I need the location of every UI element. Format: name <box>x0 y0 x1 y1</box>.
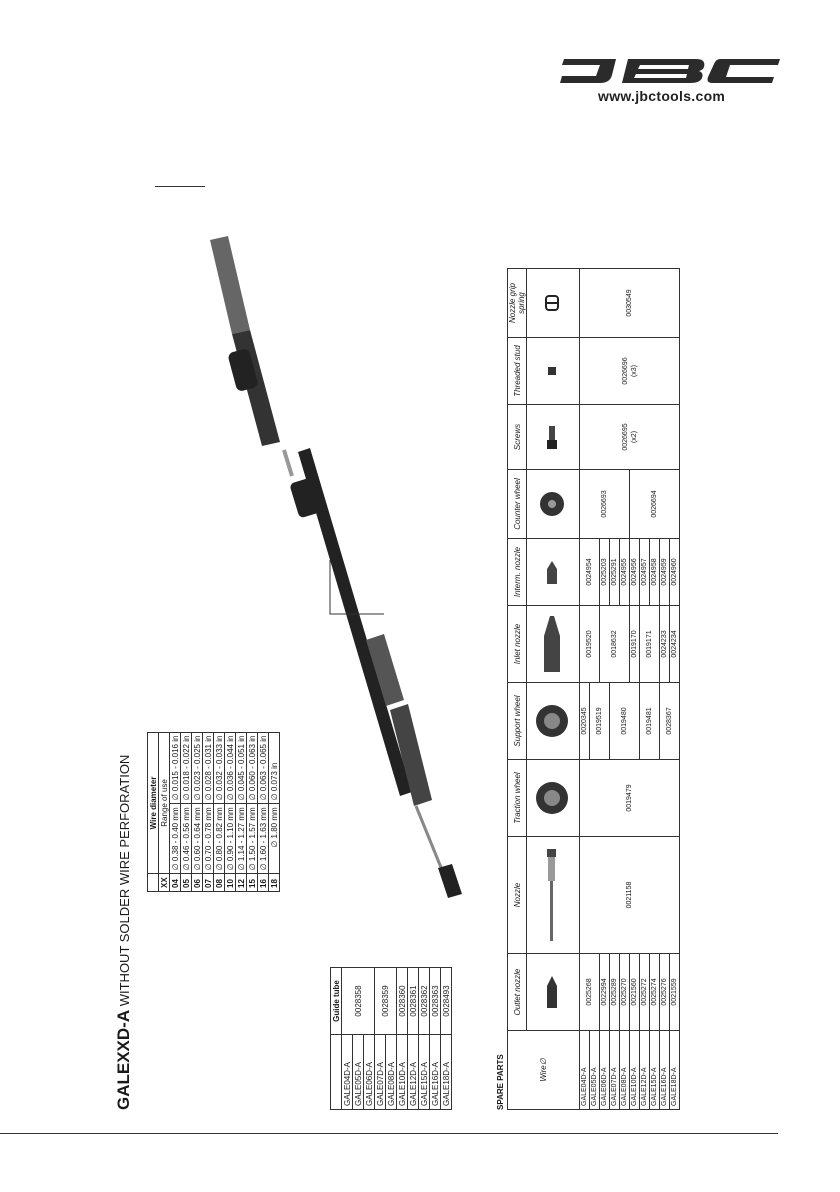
jbc-logo <box>556 55 784 87</box>
code-cell: 0028362 <box>419 968 430 1035</box>
nozzle-cell: 0021158 <box>580 837 680 954</box>
mm-cell: ∅ 0.60 - 0.64 mm <box>192 804 203 874</box>
interm-cell: 0025203 <box>600 539 610 606</box>
xx-cell: 05 <box>181 874 192 892</box>
col-inlet-nozzle: Inlet nozzle <box>508 606 527 683</box>
mm-cell: ∅ 0.46 - 0.56 mm <box>181 804 192 874</box>
code-cell: 0028358 <box>342 968 375 1035</box>
screws-code: 0026695 <box>621 423 629 451</box>
model-cell: GALE15D-A <box>650 1031 660 1110</box>
outlet-cell: 0025272 <box>640 954 650 1031</box>
inch-cell: ∅ 0.045 - 0.051 in <box>236 732 247 804</box>
code-cell: 0028363 <box>430 968 441 1035</box>
counter-cell: 0026693 <box>580 470 630 539</box>
interm-cell: 0025291 <box>610 539 620 606</box>
inlet-cell: 0019520 <box>580 606 600 683</box>
inlet-cell: 0024233 <box>660 606 670 683</box>
stud-qty: (x3) <box>630 364 638 378</box>
model-cell: GALE04D-A <box>580 1031 590 1110</box>
outlet-cell: 0025276 <box>660 954 670 1031</box>
model-cell: GALE18D-A <box>670 1031 680 1110</box>
title-rest: WITHOUT SOLDER WIRE PERFORATION <box>117 754 132 1010</box>
wire-diameter-label: Wire∅ <box>508 1031 580 1110</box>
xx-cell: 06 <box>192 874 203 892</box>
outlet-cell: 0025274 <box>650 954 660 1031</box>
outlet-cell: 0022994 <box>600 954 610 1031</box>
outlet-cell: 0021559 <box>670 954 680 1031</box>
xx-cell: 08 <box>214 874 225 892</box>
col-screws: Screws <box>508 405 527 470</box>
model-cell: GALE08D-A <box>620 1031 630 1110</box>
document-title <box>114 755 134 1110</box>
interm-cell: 0024956 <box>630 539 640 606</box>
col-nozzle-grip-spring: Nozzle grip spring <box>508 269 527 338</box>
website-url[interactable]: www.jbctools.com <box>598 88 726 104</box>
mm-cell: ∅ 1.80 mm <box>269 804 280 874</box>
outlet-nozzle-icon <box>542 972 562 1012</box>
col-nozzle: Nozzle <box>508 837 527 954</box>
support-cell: 0019480 <box>610 683 640 760</box>
model-cell: GALE07D-A <box>375 1035 386 1110</box>
support-cell: 0019481 <box>640 683 660 760</box>
col-outlet-nozzle: Outlet nozzle <box>508 954 527 1031</box>
col-counter-wheel: Counter wheel <box>508 470 527 539</box>
table-row <box>441 968 452 1110</box>
code-cell: 0028359 <box>375 968 397 1035</box>
screws-qty: (x2) <box>630 430 638 444</box>
inch-cell: ∅ 0.036 - 0.044 in <box>225 732 236 804</box>
guide-tube-drawing <box>289 448 462 898</box>
outlet-cell: 0025270 <box>620 954 630 1031</box>
spare-parts-title: SPARE PARTS <box>496 1054 505 1110</box>
guide-tube-table <box>330 967 452 1110</box>
support-cell: 0019519 <box>590 683 610 760</box>
model-cell: GALE15D-A <box>419 1035 430 1110</box>
inch-cell: ∅ 0.073 in <box>269 732 280 804</box>
mm-cell: ∅ 1.14 - 1.27 mm <box>236 804 247 874</box>
xx-cell: 10 <box>225 874 236 892</box>
model-cell: GALE07D-A <box>610 1031 620 1110</box>
table-row <box>419 968 430 1110</box>
model-cell: GALE05D-A <box>353 1035 364 1110</box>
guide-tube-header: Guide tube <box>331 968 342 1035</box>
inlet-cell: 0018632 <box>600 606 630 683</box>
interm-cell: 0024955 <box>620 539 630 606</box>
footer-rule <box>0 1133 778 1134</box>
inch-cell: ∅ 0.063 - 0.065 in <box>258 732 269 804</box>
interm-cell: 0024954 <box>580 539 600 606</box>
xx-cell: 16 <box>258 874 269 892</box>
inch-cell: ∅ 0.023 - 0.025 in <box>192 732 203 804</box>
model-cell: GALE06D-A <box>364 1035 375 1110</box>
mm-cell: ∅ 0.80 - 0.82 mm <box>214 804 225 874</box>
model-cell: GALE12D-A <box>640 1031 650 1110</box>
code-cell: 0028361 <box>408 968 419 1035</box>
inch-cell: ∅ 0.032 - 0.033 in <box>214 732 225 804</box>
counter-cell: 0026694 <box>630 470 680 539</box>
col-traction-wheel: Traction wheel <box>508 760 527 837</box>
interm-cell: 0024959 <box>660 539 670 606</box>
interm-cell: 0024957 <box>640 539 650 606</box>
col-interm-nozzle: Interm. nozzle <box>508 539 527 606</box>
title-code: GALEXXD-A <box>114 1009 133 1110</box>
traction-cell: 0019479 <box>580 760 680 837</box>
model-cell: GALE05D-A <box>590 1031 600 1110</box>
spring-cell: 0030549 <box>580 269 680 338</box>
tool-pin <box>284 450 292 476</box>
wire-header-spacer <box>148 874 159 892</box>
xx-cell: 18 <box>269 874 280 892</box>
inlet-cell: 0019170 <box>630 606 640 683</box>
interm-cell: 0024958 <box>650 539 660 606</box>
xx-cell: 15 <box>247 874 258 892</box>
col-range-header: Range of use <box>159 732 170 874</box>
outlet-cell: 0025268 <box>580 954 600 1031</box>
model-cell: GALE16D-A <box>430 1035 441 1110</box>
inch-cell: ∅ 0.028 - 0.031 in <box>203 732 214 804</box>
wire-diameter-header: Wire diameter <box>148 732 159 874</box>
outlet-nozzle-image <box>527 954 580 1031</box>
mm-cell: ∅ 0.38 - 0.40 mm <box>170 804 181 874</box>
support-cell: 0028367 <box>660 683 680 760</box>
title-underline <box>155 186 205 187</box>
model-cell: GALE18D-A <box>441 1035 452 1110</box>
col-threaded-stud: Threaded stud <box>508 338 527 405</box>
exploded-tool-drawing <box>180 180 600 900</box>
xx-cell: 04 <box>170 874 181 892</box>
table-row <box>342 968 353 1110</box>
guide-spacer <box>331 1035 342 1110</box>
inlet-cell: 0019171 <box>640 606 660 683</box>
mm-cell: ∅ 1.60 - 1.63 mm <box>258 804 269 874</box>
model-cell: GALE12D-A <box>408 1035 419 1110</box>
mm-cell: ∅ 0.90 - 1.10 mm <box>225 804 236 874</box>
nozzle-assembly-drawing <box>210 236 280 446</box>
inch-cell: ∅ 0.018 - 0.022 in <box>181 732 192 804</box>
outlet-cell: 0025289 <box>610 954 620 1031</box>
model-cell: GALE08D-A <box>386 1035 397 1110</box>
model-cell: GALE16D-A <box>660 1031 670 1110</box>
model-cell: GALE04D-A <box>342 1035 353 1110</box>
xx-cell: 12 <box>236 874 247 892</box>
code-cell: 0028360 <box>397 968 408 1035</box>
model-cell: GALE10D-A <box>397 1035 408 1110</box>
stud-code: 0026696 <box>621 357 629 385</box>
mm-cell: ∅ 1.50 - 1.57 mm <box>247 804 258 874</box>
model-cell: GALE06D-A <box>600 1031 610 1110</box>
table-row <box>375 968 386 1110</box>
support-cell: 0020345 <box>580 683 590 760</box>
col-support-wheel: Support wheel <box>508 683 527 760</box>
interm-cell: 0024960 <box>670 539 680 606</box>
inch-cell: ∅ 0.060 - 0.063 in <box>247 732 258 804</box>
table-row <box>397 968 408 1110</box>
inlet-cell: 0024234 <box>670 606 680 683</box>
code-cell: 0028493 <box>441 968 452 1035</box>
col-xx-header: XX <box>159 874 170 892</box>
outlet-cell: 0021560 <box>630 954 640 1031</box>
table-row <box>170 732 181 891</box>
table-row <box>408 968 419 1110</box>
mm-cell: ∅ 0.70 - 0.78 mm <box>203 804 214 874</box>
table-row <box>430 968 441 1110</box>
inch-cell: ∅ 0.015 - 0.016 in <box>170 732 181 804</box>
xx-cell: 07 <box>203 874 214 892</box>
model-cell: GALE10D-A <box>630 1031 640 1110</box>
